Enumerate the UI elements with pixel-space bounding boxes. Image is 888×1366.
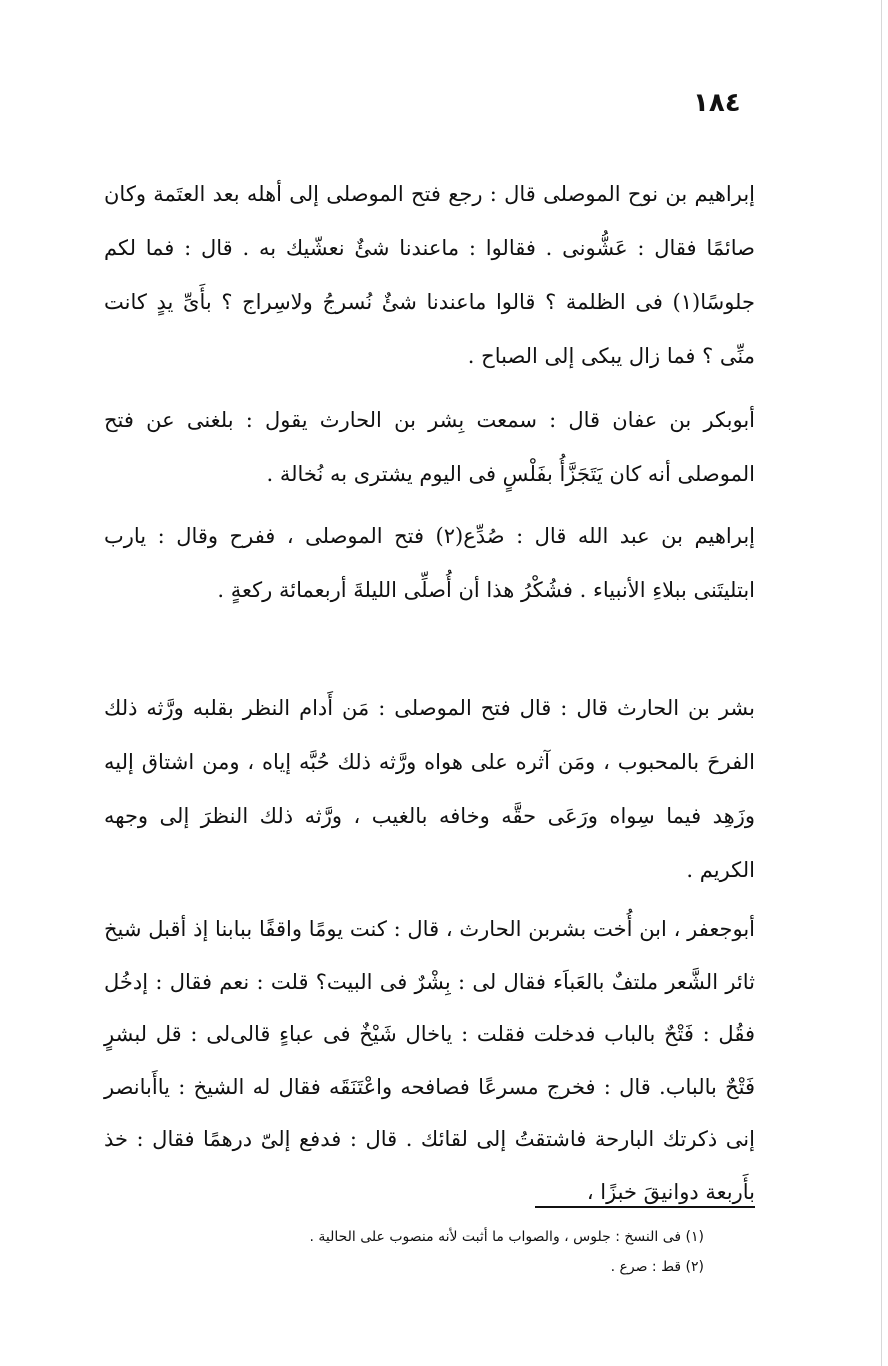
page-number: ١٨٤	[693, 88, 741, 118]
footnotes	[104, 1222, 704, 1282]
paragraph: إبراهيم بن نوح الموصلى قال : رجع فتح الموصلى إلى أهله بعد العتَمة وكان صائمًا فقال : عَشُّونى . فقالوا : ماعندنا شئٌ نعشّيك به . قال : فما لكم جلوسًا(١) فى الظلمة ؟ قالوا ماعندنا شئٌ نُسرجُ ولاسِراج ؟ بأَىِّ يدٍ كانت منِّى ؟ فما زال يبكى إلى الصباح .	[104, 182, 755, 368]
footnote-separator	[535, 1206, 755, 1208]
paragraph: إبراهيم بن عبد الله قال : صُدِّع(٢) فتح الموصلى ، ففرح وقال : يارب ابتليتَنى ببلاءِ الأنبياء . فشُكْرُ هذا أن أُصلِّى الليلةَ أربعمائة ركعةٍ .	[104, 524, 755, 602]
paragraph: أبوبكر بن عفان قال : سمعت بِشر بن الحارث يقول : بلغنى عن فتح الموصلى أنه كان يَتَجَزَّأُ بفَلْسٍ فى اليوم يشترى به نُخالة .	[104, 408, 755, 486]
paragraph: أبوجعفر ، ابن أُخت بشربن الحارث ، قال : كنت يومًا واقفًا ببابنا إذ أقبل شيخ ثائر الشَّعر ملتفٌ بالعَباَء فقال لى : بِشْرٌ فى البيت؟ قلت : نعم فقال : إدخُل فقُل : فَتْحٌ بالباب فدخلت فقلت : ياخال شَيْخٌ فى عباءٍ قالى‌لى : قل لبشرٍ فَتْحٌ بالباب. قال : فخرج مسرعًا فصافحه واعْتَنَقَه فقال له الشيخ : ياأَبانصر إنى ذكرتك البارحة فاشتقتُ إلى لقائك . قال : فدفع إلىّ درهمًا فقال : خذ بأَربعة دوانيقَ خبزًا ،	[104, 917, 755, 1204]
footnote: (٢) قط : صرع .	[610, 1259, 704, 1275]
page-edge-line	[881, 0, 882, 1366]
footnote: (١) فى النسخ : جلوس ، والصواب ما أثبت لأنه منصوب على الحالية .	[309, 1229, 704, 1245]
paragraph: بشر بن الحارث قال : قال فتح الموصلى : مَن أَدام النظر بقلبه ورَّثه ذلك الفرحَ بالمحبوب ، ومَن آثره على هواه ورَّثه ذلك حُبَّه إياه ، ومن اشتاق إليه وزَهِد فيما سِواه ورَعَى حقَّه وخافه بالغيب ، ورَّثه ذلك النظرَ إلى وجهه الكريم .	[104, 696, 755, 882]
